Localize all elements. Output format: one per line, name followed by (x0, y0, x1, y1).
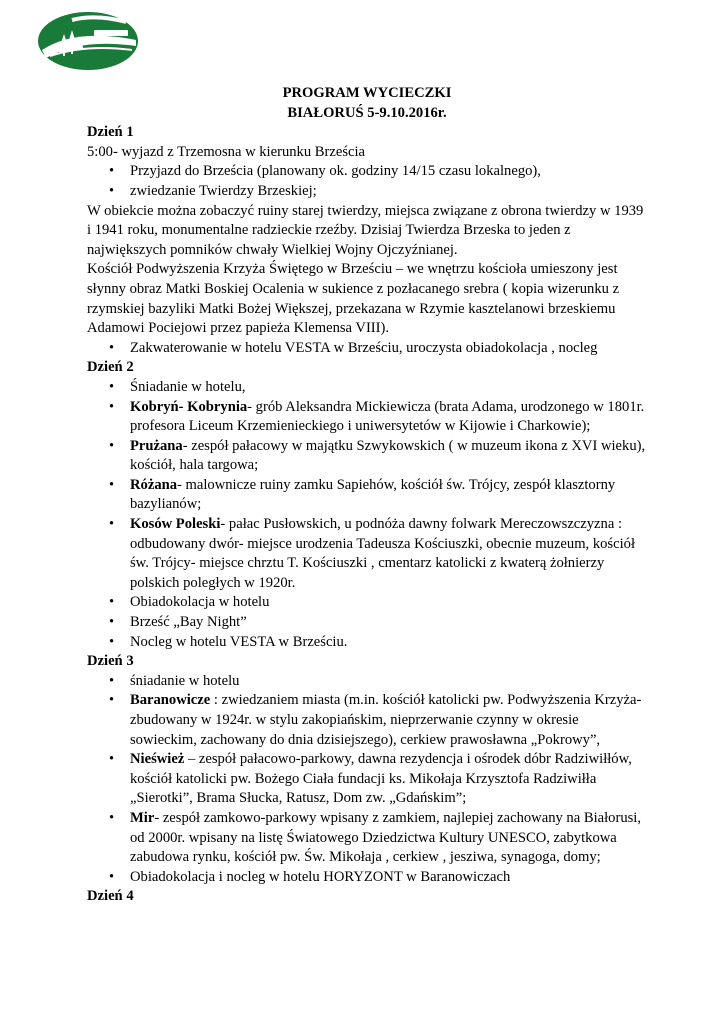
bullet-icon: • (109, 751, 115, 768)
list-item: • Nocleg w hotelu VESTA w Brześciu. (87, 633, 647, 653)
list-item: • Kosów Poleski- pałac Pusłowskich, u podnóża dawny folwark Mereczowszczyzna : odbudowany dwór- miejsce urodzenia Tadeusza Kościuszki, obecnie muzeum, kościół św. Trójcy- miejsce chrztu T. Kościuszki , cmentarz katolicki z kwaterą żołnierzy polskich poległych w 1920r. (109, 516, 635, 591)
bullet-icon: • (109, 633, 115, 650)
bullet-icon: • (109, 614, 115, 631)
bullet-icon: • (109, 868, 115, 885)
day-2-heading: Dzień 2 (87, 359, 134, 376)
list-item: • Różana- malownicze ruiny zamku Sapiehów, kościół św. Trójcy, zespół klasztorny bazylianów; (109, 476, 616, 513)
list-item: • śniadanie w hotelu (87, 672, 647, 692)
bullet-icon: • (109, 692, 115, 709)
day-4-heading: Dzień 4 (87, 888, 134, 905)
day-1-heading: Dzień 1 (87, 124, 134, 141)
bullet-icon: • (109, 672, 115, 689)
list-item: • Zakwaterowanie w hotelu VESTA w Brześciu, uroczysta obiadokolacja , nocleg (87, 339, 647, 359)
day-1-paragraph-fortress: W obiekcie można zobaczyć ruiny starej twierdzy, miejsca związane z obrona twierdzy w 1939 i 1941 roku, monumentalne radzieckie rzeźby. Dzisiaj Twierdza Brzeska to jeden z największych pomników chwały Wielkiej Wojny Ojczyźnianej. (87, 202, 644, 258)
day-1-intro: 5:00- wyjazd z Trzemosna w kierunku Brześcia (87, 143, 366, 160)
day-2-list (87, 378, 647, 652)
bullet-icon: • (109, 809, 115, 826)
bullet-icon: • (109, 378, 115, 395)
list-item: • Prużana- zespół pałacowy w majątku Szwykowskich ( w muzeum ikona z XVI wieku), kościół, hala targowa; (109, 437, 646, 474)
bullet-icon: • (109, 182, 115, 199)
bullet-icon: • (109, 339, 115, 356)
list-item: • Obiadokolacja w hotelu (87, 593, 647, 613)
list-item: • Mir- zespół zamkowo-parkowy wpisany z zamkiem, najlepiej zachowany na Białorusi, od 2000r. wpisany na listę Światowego Dziedzictwa Kultury UNESCO, zabytkowa zabudowa rynku, kościół pw. Św. Mikołaja , cerkiew , jesziwa, synagoga, domy; (109, 809, 642, 866)
list-item: • Przyjazd do Brześcia (planowany ok. godziny 14/15 czasu lokalnego), (87, 162, 647, 182)
list-item: • Baranowicze : zwiedzaniem miasta (m.in. kościół katolicki pw. Podwyższenia Krzyża- zbudowany w 1924r. w stylu zakopiańskim, nieprzerwanie czynny w okresie sowieckim, zachowany do dnia dzisiejszego), cerkiew prawosławna „Pokrowy”, (109, 692, 642, 748)
day-1-list-b (87, 339, 647, 359)
bullet-icon: • (109, 594, 115, 611)
list-item: • Nieśwież – zespół pałacowo-parkowy, dawna rezydencja i ośrodek dóbr Radziwiłłów, kościół katolicki pw. Bożego Ciała fundacji ks. Mikołaja Krzysztofa Radziwiłła „Sierotki”, Brama Słucka, Ratusz, Dom zw. „Gdańskim”; (109, 751, 632, 807)
list-item: • Śniadanie w hotelu, (87, 378, 647, 398)
day-1-paragraph-church: Kościół Podwyższenia Krzyża Świętego w Brześciu – we wnętrzu kościoła umieszony jest słynny obraz Matki Boskiej Ocalenia w sukience z pozłacanego srebra ( kopia wizerunku z rzymskiej bazyliki Matki Bożej Większej, przekazana w Rzymie kasztelanowi brzeskiemu Adamowi Pociejowi przez papieża Klemensa VIII). (87, 261, 620, 337)
bullet-icon: • (109, 476, 115, 493)
day-3-heading: Dzień 3 (87, 653, 134, 670)
bullet-icon: • (109, 163, 115, 180)
title-line-2: BIAŁORUŚ 5-9.10.2016r. (287, 104, 447, 121)
list-item: • Kobryń- Kobrynia- grób Aleksandra Mickiewicza (brata Adama, urodzonego w 1801r. profesora Liceum Krzemienieckiego i uniwersytetów w Kijowie i Charkowie); (109, 398, 645, 435)
day-1-list-a (87, 162, 647, 201)
bullet-icon: • (109, 437, 115, 454)
bullet-icon: • (109, 398, 115, 415)
lgd-biale-lugi-logo (36, 10, 140, 72)
document-body (87, 84, 647, 907)
bullet-icon: • (109, 516, 115, 533)
list-item: • zwiedzanie Twierdzy Brzeskiej; (87, 182, 647, 202)
title-line-1: PROGRAM WYCIECZKI (282, 85, 452, 101)
list-item: • Obiadokolacja i nocleg w hotelu HORYZONT w Baranowiczach (87, 868, 647, 888)
day-3-list (87, 672, 647, 888)
list-item: • Brześć „Bay Night” (87, 613, 647, 633)
